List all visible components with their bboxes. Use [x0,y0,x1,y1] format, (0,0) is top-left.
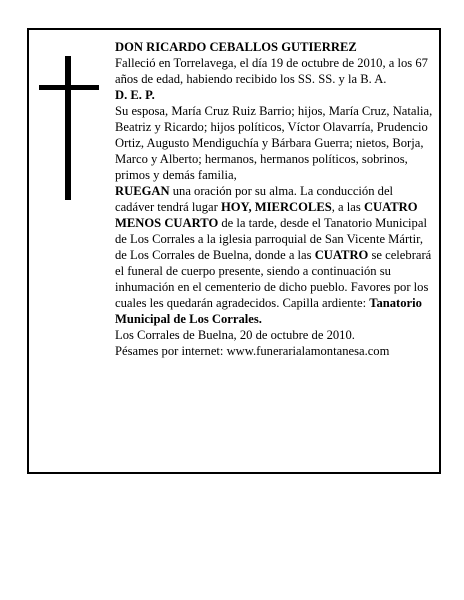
deceased-name: DON RICARDO CEBALLOS GUTIERREZ [115,40,357,54]
cross-vertical-bar [65,56,71,200]
service-text-1: una oración por su alma. La conducción del cadáver tendrá lugar [115,184,394,214]
chapel-name: Tanatorio Municipal de Los Corrales. [115,296,422,326]
service-text-4: se celebrará el funeral de cuerpo presente, siendo a continuación su inhumación en el cementerio de dicho pueblo. Favores por los cuales les quedarán agradecidos. Capilla ardiente: [115,248,432,310]
ruegan-label: RUEGAN [115,184,170,198]
service-text-3: de la tarde, desde el Tanatorio Municipal de Los Corrales a la iglesia parroquial de San Vicente Mártir, de Los Corrales de Buelna, donde a las [115,216,427,262]
funeral-time: CUATRO [314,248,369,262]
dep-line: D. E. P. [115,88,155,102]
death-info: Falleció en Torrelavega, el día 19 de octubre de 2010, a los 67 años de edad, habiendo recibido los SS. SS. y la B. A. [115,56,428,86]
notice-text [115,39,435,359]
service-text-2: , a las [331,200,364,214]
obituary-notice [27,28,441,474]
service-day: HOY, MIERCOLES [220,200,332,214]
cross-icon [39,56,99,200]
condolences-line: Pésames por internet: www.funerarialamontanesa.com [115,344,390,358]
cross-horizontal-bar [39,85,99,90]
family-list: Su esposa, María Cruz Ruiz Barrio; hijos, María Cruz, Natalia, Beatriz y Ricardo; hijos políticos, Víctor Olavarría, Prudencio Ortiz, Augusto Mendiguchía y Bárbara Guerra; nietos, Borja, Marco y Alberto; hermanos, hermanos políticos, sobrinos, primos y demás familia, [115,104,433,182]
place-date: Los Corrales de Buelna, 20 de octubre de 2010. [115,328,355,342]
service-details [115,183,435,327]
service-time: CUATRO MENOS CUARTO [115,200,418,230]
